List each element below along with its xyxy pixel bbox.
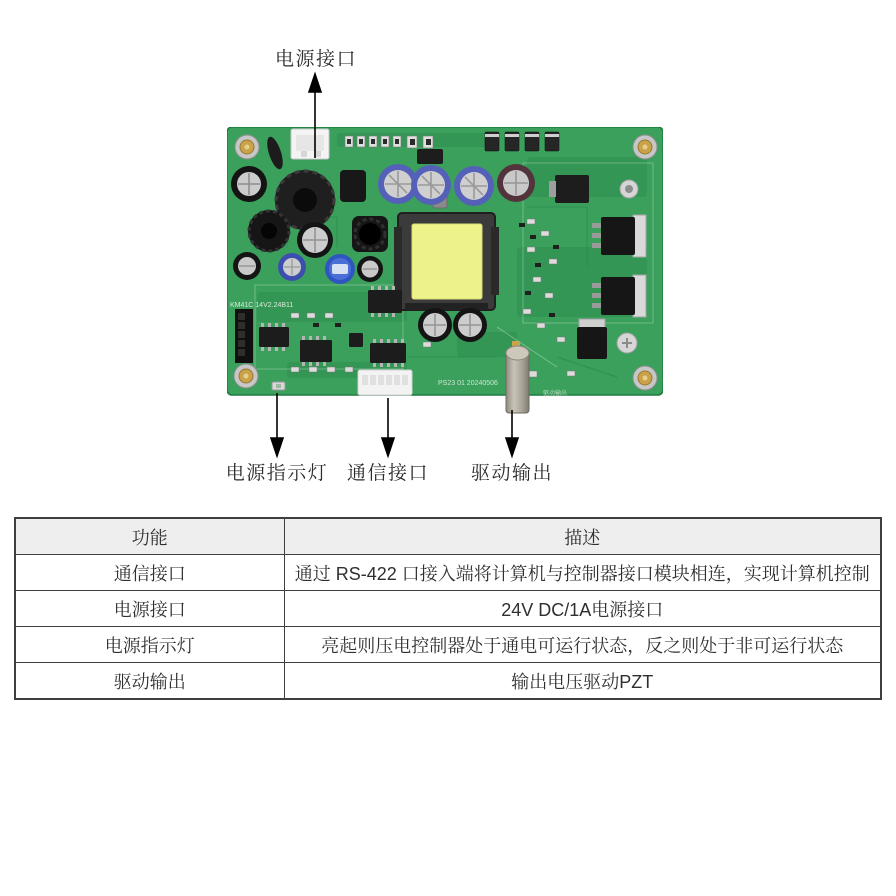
pin-header — [235, 309, 253, 363]
label-power-led: 电源指示灯 — [225, 463, 329, 484]
cell-function: 电源指示灯 — [15, 627, 284, 663]
square-toroid — [352, 216, 388, 252]
power-connector — [291, 129, 329, 159]
component-black-square — [340, 170, 366, 202]
pcb-photo — [227, 127, 663, 419]
table-row — [15, 663, 881, 700]
silkscreen-model: KM41C 14V2.24B11 — [230, 302, 294, 309]
table-header-row — [15, 518, 881, 555]
label-drive-output: 驱动输出 — [470, 463, 554, 484]
transformer-core-yellow — [412, 224, 482, 299]
cell-description: 通过 RS-422 口接入端将计算机与控制器接口模块相连，实现计算机控制 — [284, 555, 881, 591]
ic-top — [417, 149, 443, 164]
table-row — [15, 555, 881, 591]
col-header-description: 描述 — [284, 518, 881, 555]
drive-output-cylinder — [506, 341, 529, 413]
cell-description: 输出电压驱动PZT — [284, 663, 881, 700]
cell-description: 亮起则压电控制器处于通电可运行状态，反之则处于非可运行状态 — [284, 627, 881, 663]
col-header-function: 功能 — [15, 518, 284, 555]
cell-description: 24V DC/1A电源接口 — [284, 591, 881, 627]
table-row — [15, 627, 881, 663]
transformer — [394, 213, 499, 310]
label-comm-port: 通信接口 — [346, 463, 430, 484]
silkscreen-date: PS23 01 20240506 — [438, 380, 498, 387]
silkscreen-drive: 驱动输出 — [543, 391, 568, 397]
cell-function: 驱动输出 — [15, 663, 284, 700]
power-led — [272, 382, 285, 390]
label-power-port: 电源接口 — [274, 49, 358, 70]
cell-function: 通信接口 — [15, 555, 284, 591]
silkscreen-comm: 通信接口 — [389, 389, 414, 395]
cell-function: 电源接口 — [15, 591, 284, 627]
function-table — [14, 517, 882, 700]
table-row — [15, 591, 881, 627]
